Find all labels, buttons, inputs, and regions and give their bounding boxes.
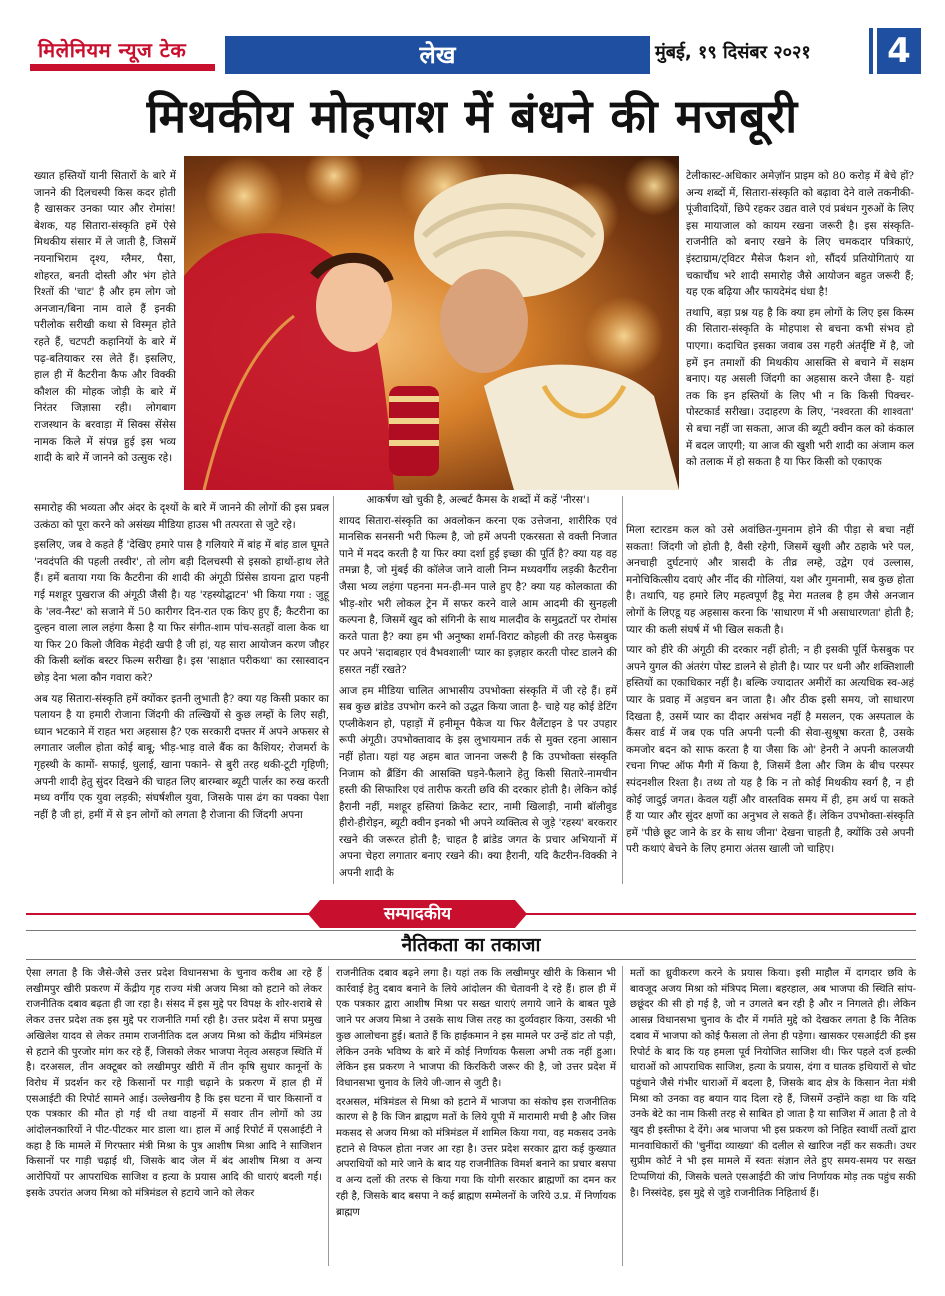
editorial-column-1 [26,966,322,1202]
column-divider [622,496,623,884]
section-label: लेख [225,36,650,74]
article-paragraph: आकर्षण खो चुकी है, अल्बर्ट कैमस के शब्दों में कहें 'नीरस'। [366,494,590,506]
article-paragraph: प्यार को हीरे की अंगूठी की दरकार नहीं होती; न ही इसकी पूर्ति फेसबुक पर अपने युगल की अंतरंग पोस्ट डालने से होती है। प्यार पर धनी और शक्तिशाली हस्तियों का एकाधिकार नहीं है। बल्कि ज्यादातर अमीरों का अत्यधिक स्व-अहं प्यार के प्रवाह में अड़चन बन जाता है। और ठीक इसी समय, जो साधारण दिखता है, उसमें प्यार का दीदार असंभव नहीं है मसलन, एक अस्पताल के कैंसर वार्ड में जब एक पति अपनी पत्नी की सेवा-सुश्रूषा करता है, उसके कमजोर बदन को साफ करता है या जैसा कि ओ' हेनरी ने अपनी कालजयी रचना गिफ्ट ऑफ मैगी में किया है, जिसमें डैला और जिम के बीच परस्पर स्पंदनशील रिश्ता है। तथ्य तो यह है कि न तो कोई मिथकीय स्वर्ग है, न ही कोई जादुई जगत। केवल यहीं और वास्तविक समय में ही, हम अर्थ पा सकते हैं या प्यार और सुंदर क्षणों का अनुभव ले सकते हैं। लेकिन उपभोक्ता-संस्कृति हमें 'पीछे छूट जाने के डर के साथ जीना' देखना चाहती है, क्योंकि उसे अपनी परी कथाएं बेचने के लिए हमारा अंतस खाली जो चाहिए। [626,644,914,856]
article-column-3 [626,522,914,858]
editorial-rule-left [26,913,318,915]
masthead [0,28,945,80]
editorial-paragraph: मतों का ध्रुवीकरण करने के प्रयास किया। इसी माहौल में दागदार छवि के बावजूद अजय मिश्रा को मंत्रिपद मिला। बहरहाल, अब भाजपा की स्थिति सांप-छछूंदर की सी हो गई है, जो न उगलते बन रही है और न निगलते ही। लेकिन आसन्न विधानसभा चुनाव के दौर में गर्माते मुद्दे को देखकर लगता है कि नैतिक दबाव में भाजपा को कोई फैसला तो लेना ही पड़ेगा। खासकर एसआईटी की इस रिपोर्ट के बाद कि यह हमला पूर्व नियोजित साजिश थी। फिर पहले दर्ज हल्की धाराओं को आपराधिक साजिश, हत्या के प्रयास, दंगा व घातक हथियारों से चोट पहुंचाने जैसे गंभीर धाराओं में बदला है, जिसके बाद क्षेत्र के किसान नेता मंत्री मिश्रा को उनका वह बयान याद दिला रहे हैं, जिसमें उन्होंने कहा था कि यदि उनके बेटे का नाम किसी तरह से साबित हो जाता है या साजिश में आता है तो वे खुद ही इस्तीफा दे देंगे। अब भाजपा भी इस प्रकरण को निहित स्वार्थी तत्वों द्वारा मानवाधिकारों की 'चुनींदा व्याख्या' की दलील से खारिज नहीं कर सकती। उधर सुप्रीम कोर्ट ने भी इस मामले में स्वतः संज्ञान लेते हुए समय-समय पर सख्त टिप्पणियां की, जिसके चलते एसआईटी की जांच निर्णायक मोड़ तक पहुंच सकी है। निस्संदेह, इस मुद्दे से जुड़े राजनीतिक निहितार्थ हैं। [630,968,916,1199]
editorial-column-2 [336,966,616,1220]
page-number: 4 [877,28,921,74]
editorial-column-3 [630,966,916,1202]
brand-name: मिलेनियम न्यूज टेक [38,38,187,62]
article-paragraph: ख्यात हस्तियों यानी सितारों के बारे में जानने की दिलचस्पी किस कदर होती है खासकर उनका प्यार और रोमांस! बेशक, यह सितारा-संस्कृति हमें ऐसे मिथकीय संसार में ले जाती है, जिसमें नयनाभिराम दृश्य, ग्लैमर, पैसा, शोहरत, बनती दोस्ती और भंग होते रिश्तों की 'चाट' है और हम लोग जो अनजान/बिना नाम वाले हैं इनकी परीलोक सरीखी कथा से विस्मृत होते रहते हैं, चटपटी कहानियों के बारे में पढ़-बतियाकर रस लेते हैं। इसलिए, हाल ही में कैटरीना कैफ और विक्की कौशल की मोहक जोड़ी के बारे में निरंतर जिज्ञासा रही। लोगबाग राजस्थान के बरवाड़ा में सिक्स सेंसेस नामक किले में संपन्न हुई इस भव्य शादी के बारे में जानने को उत्सुक रहे। [34,170,176,465]
article-paragraph: टेलीकास्ट-अधिकार अमेज़ॉन प्राइम को 80 करोड़ में बेचे हों? अन्य शब्दों में, सितारा-संस्कृति को बढ़ावा देने वाले तकनीकी-पूंजीवादियों, छिपे रहकर उद्यत वाले एवं प्रबंधन गुरुओं के लिए इस मायाजाल को कायम रखना जरूरी है। इस संस्कृति-राजनीति को बनाए रखने के लिए चमकदार पत्रिकाएं, इंस्टाग्राम/ट्विटर मैसेज फैशन शो, सौंदर्य प्रतियोगिताएं या चकाचौंध भरे शादी समारोह जैसे आयोजन बहुत जरूरी हैं; यह एक बढ़िया और फायदेमंद धंधा है! [686,170,914,299]
article-paragraph: तथापि, बड़ा प्रश्न यह है कि क्या हम लोगों के लिए इस किस्म की सितारा-संस्कृति के मोहपाश से बचना कभी संभव हो पाएगा। कदाचित इसका जवाब उस गहरी अंतर्दृष्टि में है, जो हमें इन तमाशों की मिथकीय आसक्ति से बचाने में सक्षम बनाए। यह असली जिंदगी का अहसास करने जैसा है- यहां तक कि इन हस्तियों के लिए भी न कि किसी पिक्चर-पोस्टकार्ड सरीखा। उदाहरण के लिए, 'नश्वरता की शाश्वता' से बचा नहीं जा सकता, आज की ब्यूटी क्वीन कल को कंकाल में बदल जाएगी; या आज की खुशी भरी शादी का अंजाम कल को तलाक में हो सकता है या फिर किसी को एकाएक [686,306,914,469]
editorial-rule-right [520,913,916,915]
article-column-1-top [34,168,176,467]
wedding-couple-photo [184,156,679,490]
article-paragraph: समारोह की भव्यता और अंदर के दृश्यों के बारे में जानने की लोगों की इस प्रबल उत्कंठा को पूरा करने को असंख्य मीडिया हाउस भी तत्परता से जुटे रहे। [34,502,329,531]
article-paragraph: आज हम मीडिया चालित आभासीय उपभोक्ता संस्कृति में जी रहे हैं। हमें सब कुछ ब्रांडेड उपभोग करने को उद्धत किया जाता है- चाहे यह कोई डेटिंग एप्लीकेशन हो, पहाड़ों में हनीमून पैकेज या फिर वैलेंटाइन डे पर उपहार रूपी अंगूठी। उपभोक्तावाद के इस लुभायमान तर्क से मुक्त रहना आसान नहीं होता। यहां यह अहम बात जानना जरूरी है कि उपभोक्ता संस्कृति निजाम को ब्रैंडिंग की आसक्ति घड़ने-फैलाने हेतु किसी सितारे-नामचीन हस्ती की सिफारिश एवं तारीफ करती छवि की दरकार होती है। लेकिन कोई हैरानी नहीं, मशहूर हस्तियां क्रिकेट स्टार, नामी खिलाड़ी, नामी बॉलीवुड हीरो-हीरोइन, ब्यूटी क्वीन इनको भी अपने व्यक्तित्व से जुड़े 'रहस्य' बरकरार रखने की जरूरत होती है; चाहत है ब्रांडेड जगत के प्रचार अभियानों में अपना चेहरा लगातार बनाए रखने की। क्या हैरानी, यदि कैटरीन-विक्की ने अपनी शादी के [339,684,617,880]
editorial-paragraph: राजनीतिक दबाव बढ़ने लगा है। यहां तक कि लखीमपुर खीरी के किसान भी कार्रवाई हेतु दबाव बनाने के लिये आंदोलन की चेतावनी दे रहे हैं। हाल ही में एक पत्रकार द्वारा आशीष मिश्रा पर सख्त धाराएं लगाये जाने के बाबत पूछे जाने पर अजय मिश्रा ने उसके साथ जिस तरह का दुर्व्यवहार किया, उसकी भी कुछ आलोचना हुई। बताते हैं कि हाईकमान ने इस मामले पर उन्हें डांट तो पड़ी, लेकिन उनके भविष्य के बारे में कोई निर्णायक फैसला अभी तक नहीं हुआ। लेकिन इस प्रकरण ने भाजपा की किरकिरी जरूर की है, जो उत्तर प्रदेश में विधानसभा चुनाव के लिये जी-जान से जुटी है। [336,968,616,1089]
article-column-1 [34,500,329,823]
photo-illustration [184,156,679,490]
article-column-3-top [686,168,914,471]
article-paragraph: शायद सितारा-संस्कृति का अवलोकन करना एक उत्तेजना, शारीरिक एवं मानसिक सनसनी भरी फिल्म है, जो हमें अपनी एकरसता से वक्ती निजात पाने में मदद करती है या फिर क्या दर्शा हुई इच्छा की पूर्ति है? क्या यह वह तमन्ना है, जो मुंबई की कॉलेज जाने वाली निम्न मध्यवर्गीय लड़की कैटरीना जैसा भव्य लहंगा पहनना मन-ही-मन पाले हुए है? क्या यह कोलकाता की भीड़-शोर भरी लोकल ट्रेन में सफर करने वाले आम आदमी की सुनहली कल्पना है, जिसमें खुद को संगिनी के साथ मालदीव के समुद्रतटों पर रोमांस करते पाता है? क्या हम भी अनुष्का शर्मा-विराट कोहली की तरह फेसबुक पर अपने 'सदाबहार एवं वैभवशाली' प्यार का इज़हार करती पोस्ट डालने की हसरत नहीं रखते? [339,514,617,676]
dateline: मुंबई, १९ दिसंबर २०२१ [655,42,811,63]
article-paragraph: मिला स्टारडम कल को उसे अवांछित-गुमनाम होने की पीड़ा से बचा नहीं सकता! जिंदगी जो होती है, वैसी रहेगी, जिसमें खुशी और ठहाके भरे पल, अनचाही दुर्घटनाएं और त्रासदी के तीव्र लम्हे, उद्वेग एवं उल्लास, मनोचिकित्सीय दवाएं और नींद की गोलियां, यश और गुमनामी, सब कुछ होता है। तथापि, यह हमारे लिए महत्वपूर्ण हैडू मेरा मतलब है हम जैसे अनजान लोगों के लिएडू यह अहसास करना कि 'साधारण में भी असाधारणता' होती है; प्यार की कली संघर्ष में भी खिल सकती है। [626,524,914,636]
editorial-title: नैतिकता का तकाजा [26,930,916,960]
article-column-2 [339,492,617,882]
editorial-paragraph: ऐसा लगता है कि जैसे-जैसे उत्तर प्रदेश विधानसभा के चुनाव करीब आ रहे हैं लखीमपुर खीरी प्रकरण में केंद्रीय गृह राज्य मंत्री अजय मिश्रा को हटाने को लेकर राजनीतिक दबाव बढ़ता ही जा रहा है। संसद में इस मुद्दे पर विपक्ष के शोर-शराबे से लेकर उत्तर प्रदेश तक इस मुद्दे पर राजनीति गर्मा रही है। उत्तर प्रदेश में सपा प्रमुख अखिलेश यादव से लेकर तमाम राजनीतिक दल अजय मिश्रा को केंद्रीय मंत्रिमंडल से हटाने की पुरजोर मांग कर रहे हैं, जिसको लेकर भाजपा नेतृत्व असहज स्थिति में है। दरअसल, तीन अक्टूबर को लखीमपुर खीरी में तीन कृषि सुधार कानूनों के विरोध में प्रदर्शन कर रहे किसानों पर गाड़ी चढ़ाने के प्रकरण में हाल ही में एसआईटी की रिपोर्ट सामने आई। उल्लेखनीय है कि इस घटना में चार किसानों व एक पत्रकार की मौत हो गई थी तथा वाहनों में सवार तीन लोगों को उग्र आंदोलनकारियों ने पीट-पीटकर मार डाला था। हाल में आई रिपोर्ट में एसआईटी ने कहा है कि मामले में गिरफ्तार मंत्री मिश्रा के पुत्र आशीष मिश्रा आदि ने साजिशन किसानों पर गाड़ी चढ़ाई थी, जिसके बाद जेल में बंद आशीष मिश्रा व अन्य आरोपियों पर आपराधिक साजिश व हत्या के प्रयास आदि की धाराएं बदली गई। इसके उपरांत अजय मिश्रा को मंत्रिमंडल से हटाये जाने को लेकर [26,968,322,1199]
column-divider [328,966,329,1266]
column-divider [333,496,334,884]
column-divider [622,966,623,1266]
article-paragraph: इसलिए, जब वे कहते हैं 'देखिए हमारे पास है गलियारे में बांह में बांह डाल घूमते 'नवदंपति की पहली तस्वीर', तो लोग बड़ी दिलचस्पी से इसको हाथों-हाथ लेते हैं। हमें बताया गया कि कैटरीना की शादी की अंगूठी प्रिंसेस डायना द्वारा पहनी गई मशहूर पुखराज की अंगूठी जैसी है। यह 'रहस्योद्घाटन' भी किया गया : जुहू के 'लव-नैस्ट' को सजाने में 50 कारीगर दिन-रात एक किए हुए हैं; कैटरीना का दुल्हन वाला लाल लहंगा कैसा है या फिर संगीत-शाम पांच-सतहों वाला केक था या फिर 20 किलो जैविक मेहंदी खपी है जी हां, यह सारा आयोजन करण जौहर की किसी ब्लॉक बस्टर फिल्म सरीखा है। इस 'साक्षात परीकथा' का रसास्वादन छोड़ देना भला कौन गवारा करे? [34,539,329,684]
editorial-banner: सम्पादकीय [320,900,515,928]
editorial-paragraph: दरअसल, मंत्रिमंडल से मिश्रा को हटाने में भाजपा का संकोच इस राजनीतिक कारण से है कि जिन ब्राह्मण मतों के लिये यूपी में मारामारी मची है और जिस मकसद से अजय मिश्रा को मंत्रिमंडल में शामिल किया गया, वह मकसद उनके हटाने से विफल होता नजर आ रहा है। उत्तर प्रदेश सरकार द्वारा कई कुख्यात अपराधियों को मारे जाने के बाद यह राजनीतिक विमर्श बनाने का प्रचार बसपा व अन्य दलों की तरफ से किया गया कि योगी सरकार ब्राह्मणों का दमन कर रही है, जिसके बाद बसपा ने कई ब्राह्मण सम्मेलनों के जरिये उ.प्र. में निर्णायक ब्राह्मण [336,1096,616,1218]
brand-underline [30,64,215,71]
article-paragraph: अब यह सितारा-संस्कृति हमें क्योंकर इतनी लुभाती है? क्या यह किसी प्रकार का पलायन है या हमारी रोजाना जिंदगी की तल्खियों से कुछ लम्हों के लिए सही, ध्यान भटकाने में राहत भरा अहसास है? एक सरकारी दफ्तर में अपने अफसर से लगातार जलील होता कोई बाबू; भीड़-भाड़ वाले बैंक का कैशियर; रोजमर्रा के गृहस्थी के कामों- सफाई, धुलाई, खाना पकाने- से बुरी तरह थकी-टूटी गृहिणी; अपनी शादी हेतु सुंदर दिखने की चाहत लिए बारम्बार ब्यूटी पार्लर का रुख करती मध्य वर्गीय एक युवा लड़की; संघर्षशील युवा, जिसके पास ढंग का पक्का पेशा नहीं है जी हां, हमीं में से इन लोगों को लगता है रोजाना की जिंदगी अपना [34,692,329,821]
article-headline: मिथकीय मोहपाश में बंधने की मजबूरी [146,89,799,143]
